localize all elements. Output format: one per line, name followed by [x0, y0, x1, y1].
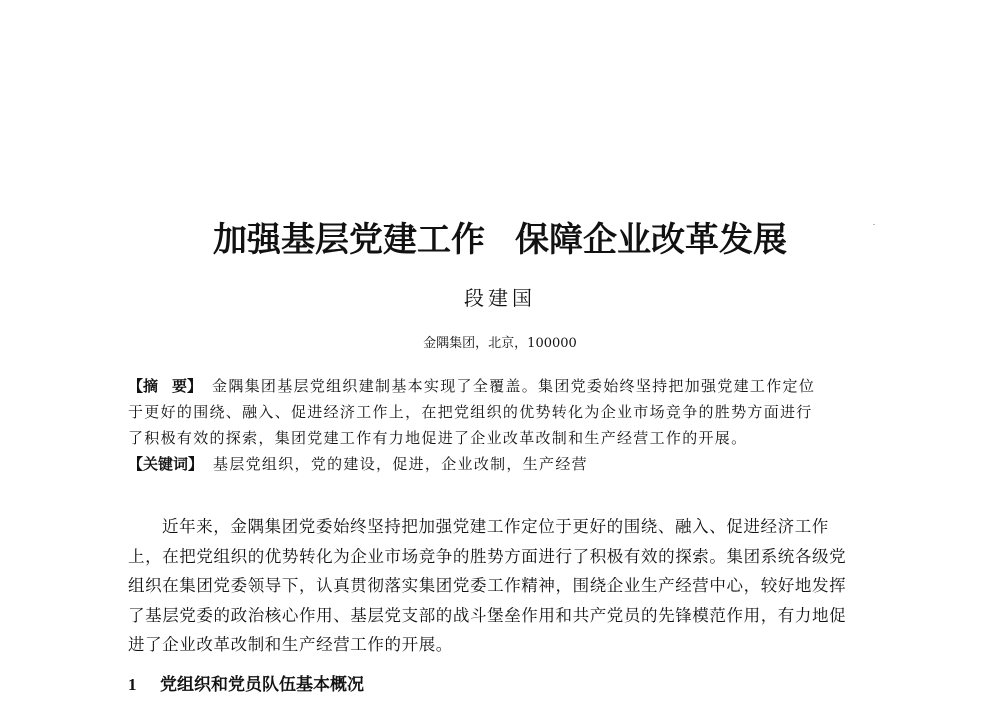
- abstract-text: 金隅集团基层党组织建制基本实现了全覆盖。集团党委始终坚持把加强党建工作定位: [212, 377, 816, 395]
- body-line: 进了企业改革改制和生产经营工作的开展。: [128, 635, 453, 654]
- abstract-label: 【摘 要】: [128, 377, 203, 395]
- title-part-1: 加强基层党建工作: [213, 220, 485, 260]
- body-line: 组织在集团党委领导下，认真贯彻落实集团党委工作精神，围绕企业生产经营中心，较好地发挥: [128, 576, 847, 595]
- author-affiliation: 金隅集团，北京，100000: [423, 336, 577, 351]
- keywords-line: [128, 451, 888, 477]
- paper-title: [0, 218, 1000, 262]
- body-line: 近年来，金隅集团党委始终坚持把加强党建工作定位于更好的围绕、融入、促进经济工作: [162, 517, 829, 536]
- body-paragraph: [128, 512, 888, 660]
- section-number: 1: [128, 675, 137, 694]
- author-name: 段建国: [464, 286, 536, 310]
- body-line: 上，在把党组织的优势转化为企业市场竞争的胜势方面进行了积极有效的探索。集团系统各级党: [128, 546, 847, 566]
- abstract-block: [128, 373, 888, 477]
- abstract-line: 于更好的围绕、融入、促进经济工作上，在把党组织的优势转化为企业市场竞争的胜势方面进行: [128, 403, 813, 421]
- section-title: 党组织和党员队伍基本概况: [160, 675, 364, 695]
- title-part-2: 保障企业改革发展: [515, 220, 787, 260]
- keywords-text: 基层党组织，党的建设，促进，企业改制，生产经营: [213, 455, 588, 473]
- abstract-line: [128, 373, 888, 399]
- keywords-label: 【关键词】: [128, 455, 204, 473]
- abstract-line: 了积极有效的探索，集团党建工作有力地促进了企业改革改制和生产经营工作的开展。: [128, 429, 748, 447]
- scan-speck: [873, 224, 875, 225]
- section-heading: [128, 672, 364, 698]
- body-line: 了基层党委的政治核心作用、基层党支部的战斗堡垒作用和共产党员的先锋模范作用，有力地促: [128, 605, 847, 625]
